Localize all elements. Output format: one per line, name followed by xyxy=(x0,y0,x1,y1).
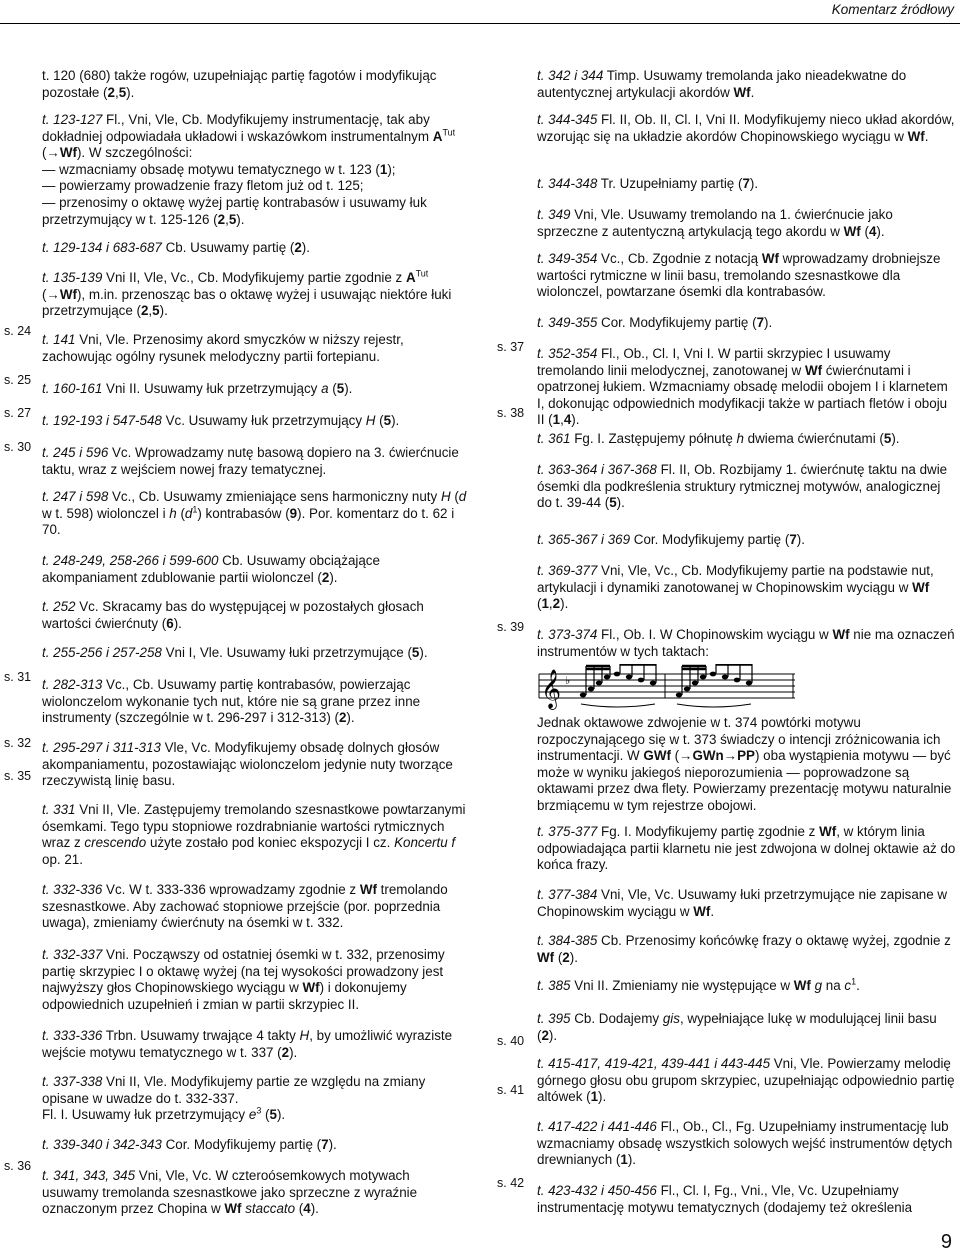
entry: t. 247 i 598 Vc., Cb. Usuwamy zmieniające sens harmoniczny nuty H (d w t. 598) wiolonczel i h $(d^1)$ kontrabasów (9). Por. komentarz do t. 62 i 70. xyxy=(42,489,467,538)
margin-ref: s. 35 xyxy=(4,769,32,783)
margin-ref: s. 37 xyxy=(497,340,525,354)
music-example xyxy=(537,664,797,712)
running-title: Komentarz źródłowy xyxy=(831,2,954,17)
margin-ref: s. 39 xyxy=(497,620,525,634)
entry: t. 352-354 Fl., Ob., Cl. I, Vni I. W partii skrzypiec I usuwamy tremolando linii melodycznej, zanotowanej w Wf ćwierćnutami i opatrzonej łukiem. Wzmacniamy obsadę melodii obojem I i klarnetem I, dokonując odpowiednich modyfikacji także w partiach fletów i oboju II (1,4). xyxy=(537,346,948,428)
entry: t. 129-134 i 683-687 Cb. Usuwamy partię (2). xyxy=(42,240,310,255)
entry: t. 282-313 Vc., Cb. Usuwamy partię kontrabasów, powierzając wiolonczelom wykonanie tych nut, które nie są grane przez inne instrumenty (szczególnie w t. 296-297 i 312-313) (2). xyxy=(42,677,421,726)
entry: t. 245 i 596 Vc. Wprowadzamy nutę basową dopiero na 3. ćwierćnucie taktu, wraz z wejściem nowej frazy tematycznej. xyxy=(42,445,459,477)
entry: t. 361 Fg. I. Zastępujemy półnutę h dwiema ćwierćnutami (5). xyxy=(537,431,900,446)
entry: t. 385 Vni II. Zmieniamy nie występujące w Wf g na $c^1$. xyxy=(537,976,860,993)
entry: t. 339-340 i 342-343 Cor. Modyfikujemy partię (7). xyxy=(42,1137,337,1152)
entry: t. 369-377 Vni, Vle, Vc., Cb. Modyfikujemy partie na podstawie nut, artykulacji i dynamiki zanotowanej w Chopinowskim wyciągu w Wf (1,2). xyxy=(537,563,934,612)
entry: t. 417-422 i 441-446 Fl., Ob., Cl., Fg. Uzupełniamy instrumentację lub wzmacniamy obsadę wszystkich solowych wejść instrumentów dętych drewnianych (1). xyxy=(537,1119,953,1168)
entry: t. 120 (680) także rogów, uzupełniając partię fagotów i modyfikując pozostałe (2,5). xyxy=(42,68,437,100)
entry: t. 160-161 Vni II. Usuwamy łuk przetrzymujący a (5). xyxy=(42,381,353,396)
entry: t. 415-417, 419-421, 439-441 i 443-445 Vni, Vle. Powierzamy melodię górnego głosu obu grupom skrzypiec, uzupełniając odpowiednio partię altówek (1). xyxy=(537,1056,955,1105)
entry: t. 384-385 Cb. Przenosimy końcówkę frazy o oktawę wyżej, zgodnie z Wf (2). xyxy=(537,933,951,965)
entry: t. 333-336 Trbn. Usuwamy trwające 4 takty H, by umożliwić wyraziste wejście motywu tematycznego w t. 337 (2). xyxy=(42,1028,453,1060)
margin-ref: s. 30 xyxy=(4,440,32,454)
margin-ref: s. 42 xyxy=(497,1176,525,1190)
entry: Jednak oktawowe zdwojenie w t. 374 powtórki motywu rozpoczynającego się w t. 373 świadczy o intencji zróżnicowania ich instrumentacji. W GWf (→GWn→PP) oba wystąpienia motywu — być może w wyniku jakiegoś nieporozumienia — poprowadzone są oktawami przez dwa flety. Powierzamy prezentację motywu naturalnie brzmiącemu w tym rejestrze obojowi. xyxy=(537,715,952,813)
svg-text:𝄞: 𝄞 xyxy=(541,669,562,709)
entry: t. 342 i 344 Timp. Usuwamy tremolanda jako nieadekwatne do autentycznej artykulacji akordów Wf. xyxy=(537,68,907,100)
entry: t. 373-374 Fl., Ob. I. W Chopinowskim wyciągu w Wf nie ma oznaczeń instrumentów w tych taktach: xyxy=(537,627,955,659)
margin-ref: s. 24 xyxy=(4,324,32,338)
entry: t. 344-345 Fl. II, Ob. II, Cl. I, Vni II. Modyfikujemy nieco układ akordów, wzorując się na układzie akordów Chopinowskiego wyciągu w Wf. xyxy=(537,112,955,144)
margin-ref: s. 40 xyxy=(497,1034,525,1048)
margin-ref: s. 36 xyxy=(4,1159,32,1173)
entry: t. 365-367 i 369 Cor. Modyfikujemy partię (7). xyxy=(537,532,805,547)
margin-ref: s. 25 xyxy=(4,373,32,387)
entry: t. 332-337 Vni. Począwszy od ostatniej ósemki w t. 332, przenosimy partię skrzypiec I o oktawę wyżej (na tej wysokości prowadzony jest najwyższy głos Chopinowskiego wyciągu w Wf) i dokonujemy odpowiednich uzupełnień i zmian w partii skrzypiec II. xyxy=(42,947,445,1012)
entry: t. 295-297 i 311-313 Vle, Vc. Modyfikujemy obsadę dolnych głosów akompaniamentu, pozostawiając wiolonczelom jedynie nuty tworzące rzeczywistą linię basu. xyxy=(42,740,453,789)
entry: t. 341, 343, 345 Vni, Vle, Vc. W czteroósemkowych motywach usuwamy tremolanda szesnastkowe jako sprzeczne z wyraźnie oznaczonym przez Chopina w Wf staccato (4). xyxy=(42,1168,418,1217)
entry: t. 337-338 Vni II, Vle. Modyfikujemy partie ze względu na zmiany opisane w uwadze do t. 332-337. Fl. I. Usuwamy łuk przetrzymujący $e^3$ (5). xyxy=(42,1074,426,1123)
entry: t. 252 Vc. Skracamy bas do występującej w pozostałych głosach wartości ćwierćnuty (6). xyxy=(42,599,424,631)
entry: t. 423-432 i 450-456 Fl., Cl. I, Fg., Vni., Vle, Vc. Uzupełniamy instrumentację motywu tematycznych (dodajemy też określenia xyxy=(537,1183,913,1215)
entry: t. 255-256 i 257-258 Vni I, Vle. Usuwamy łuki przetrzymujące (5). xyxy=(42,645,428,660)
entry: t. 192-193 i 547-548 Vc. Usuwamy łuk przetrzymujący H (5). xyxy=(42,413,400,428)
entry: t. 332-336 Vc. W t. 333-336 wprowadzamy zgodnie z Wf tremolando szesnastkowe. Aby zachować stopniowe przejście (por. poprzednia uwaga), zmieniamy ćwierćnuty na ósemki w t. 332. xyxy=(42,882,448,931)
margin-ref: s. 38 xyxy=(497,406,525,420)
entry: t. 349-355 Cor. Modyfikujemy partię (7). xyxy=(537,315,773,330)
page-number: 9 xyxy=(940,1231,952,1254)
entry: t. 123-127 Fl., Vni, Vle, Cb. Modyfikujemy instrumentację, tak aby dokładniej odpowiadała układowi i wskazówkom instrumentalnym $A^{Tut}$ (→Wf). W szczególności: — wzmacniamy obsadę motywu tematycznego w t. 123 (1); — powierzamy prowadzenie frazy fletom już od t. 125; — przenosimy o oktawę wyżej partię kontrabasów i usuwamy łuk przetrzymujący w t. 125-126 (2,5). xyxy=(42,112,456,227)
header-rule xyxy=(0,23,960,24)
entry: t. 331 Vni II, Vle. Zastępujemy tremolando szesnastkowe powtarzanymi ósemkami. Tego typu stopniowe rozdrabnianie wartości rytmicznych wraz z crescendo użyte zostało pod koniec ekspozycji I cz. Koncertu f op. 21. xyxy=(42,802,466,867)
margin-ref: s. 41 xyxy=(497,1083,525,1097)
entry: t. 377-384 Vni, Vle, Vc. Usuwamy łuki przetrzymujące nie zapisane w Chopinowskim wyciągu w Wf. xyxy=(537,887,948,919)
page-header xyxy=(0,0,960,22)
entry: t. 349 Vni, Vle. Usuwamy tremolando na 1. ćwierćnucie jako sprzeczne z autentyczną artykulacją tego akordu w Wf (4). xyxy=(537,207,893,239)
entry: t. 349-354 Vc., Cb. Zgodnie z notacją Wf wprowadzamy drobniejsze wartości rytmiczne w linii basu, tremolando szesnastkowe dla wiolonczel, powtarzane ósemki dla kontrabasów. xyxy=(537,251,941,300)
entry: t. 135-139 Vni II, Vle, Vc., Cb. Modyfikujemy partie zgodnie z $A^{Tut}$ (→Wf), m.in. przenosząc bas o oktawę wyżej i usuwając niektóre łuki przetrzymujące (2,5). xyxy=(42,268,452,319)
entry: t. 248-249, 258-266 i 599-600 Cb. Usuwamy obciążające akompaniament zdublowanie partii wiolonczel (2). xyxy=(42,553,380,585)
entry: t. 395 Cb. Dodajemy gis, wypełniające lukę w modulującej linii basu (2). xyxy=(537,1011,937,1043)
svg-text:♭: ♭ xyxy=(565,674,571,687)
entry: t. 344-348 Tr. Uzupełniamy partię (7). xyxy=(537,176,759,191)
margin-ref: s. 27 xyxy=(4,406,32,420)
margin-ref: s. 32 xyxy=(4,736,32,750)
entry: t. 141 Vni, Vle. Przenosimy akord smyczków w niższy rejestr, zachowując ogólny rysunek melodyczny partii fortepianu. xyxy=(42,332,404,364)
entry: t. 363-364 i 367-368 Fl. II, Ob. Rozbijamy 1. ćwierćnutę taktu na dwie ósemki dla podkreślenia struktury rytmicznej motywów, analogicznej do t. 39-44 (5). xyxy=(537,462,948,511)
margin-ref: s. 31 xyxy=(4,670,32,684)
entry: t. 375-377 Fg. I. Modyfikujemy partię zgodnie z Wf, w którym linia odpowiadająca partii klarnetu nie jest zdwojona w dolnej oktawie aż do końca frazy. xyxy=(537,824,956,873)
